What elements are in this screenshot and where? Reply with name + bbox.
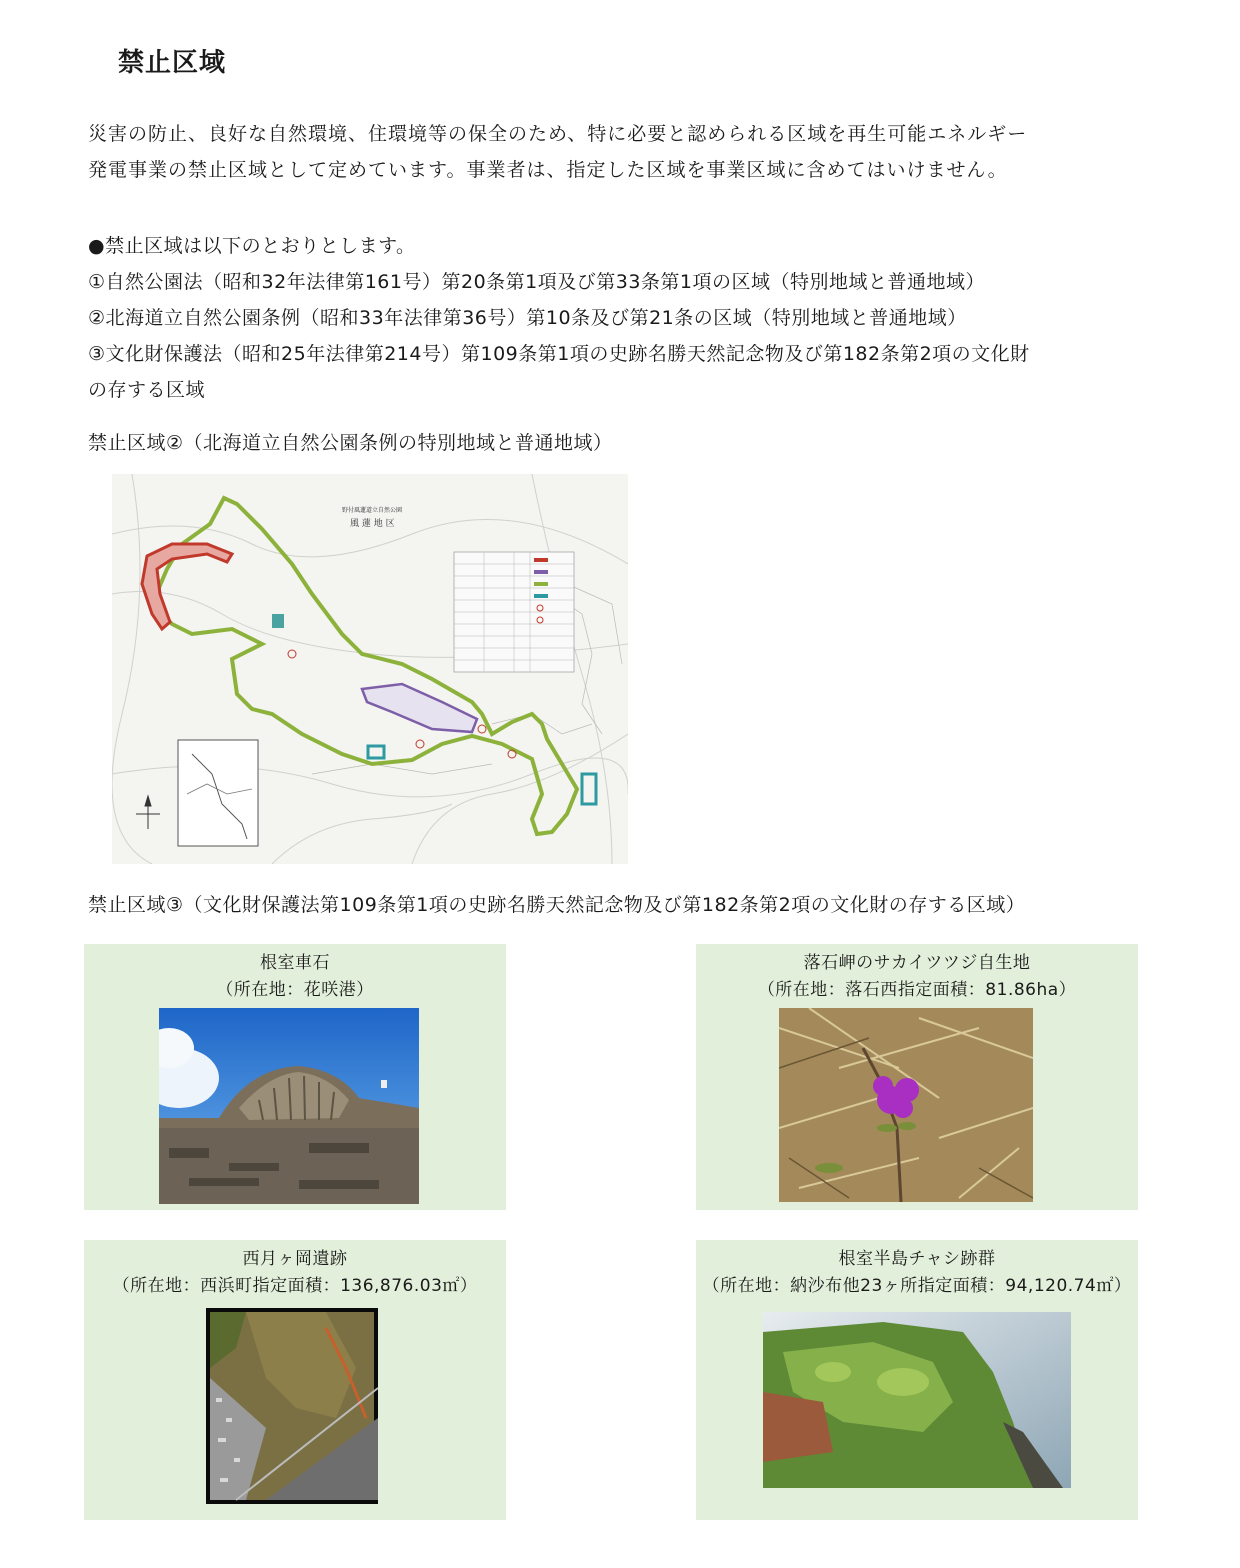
section-3-heading: 禁止区域③（文化財保護法第109条第1項の史跡名勝天然記念物及び第182条第2項の文化財の存する区域） [88, 894, 1026, 916]
list-item-3-cont: の存する区域 [88, 379, 206, 401]
card-location-address: （所在地：納沙布他23ヶ所 [702, 1276, 918, 1296]
photo-chashi-ruins [763, 1312, 1071, 1488]
cultural-property-card-2 [696, 944, 1138, 1210]
photo-sakai-tsutsuji [779, 1008, 1033, 1202]
card-location-area: 指定面積：81.86ha） [897, 980, 1077, 1000]
card-location [84, 1272, 506, 1300]
list-header: ●禁止区域は以下のとおりとします。 [88, 235, 416, 257]
card-title: 落石岬のサカイツツジ自生地 [803, 953, 1031, 973]
list-item-3: ③文化財保護法（昭和25年法律第214号）第109条第1項の史跡名勝天然記念物及び第182条第2項の文化財 [88, 343, 1030, 365]
park-area-map [112, 474, 628, 864]
card-location: （所在地：花咲港） [216, 980, 374, 1000]
map-title-1: 野付風蓮道立自然公園 [342, 507, 403, 514]
card-location [696, 976, 1138, 1004]
photo-nemuro-kurumaishi [159, 1008, 419, 1204]
card-location [696, 1272, 1138, 1300]
card-location-area: 指定面積：94,120.74㎡） [917, 1276, 1132, 1296]
card-title: 西月ヶ岡遺跡 [242, 1249, 348, 1269]
intro-line-1: 災害の防止、良好な自然環境、住環境等の保全のため、特に必要と認められる区域を再生可能エネルギー [88, 123, 1028, 145]
list-item-2: ②北海道立自然公園条例（昭和33年法律第36号）第10条及び第21条の区域（特別地域と普通地域） [88, 307, 967, 329]
intro-paragraph [88, 116, 1148, 188]
map-title-2: 風 蓮 地 区 [350, 519, 395, 529]
intro-line-2: 発電事業の禁止区域として定めています。事業者は、指定した区域を事業区域に含めてはいけません。 [88, 159, 1008, 181]
cultural-property-card-1 [84, 944, 506, 1210]
cultural-property-card-4 [696, 1240, 1138, 1520]
card-title: 根室車石 [260, 953, 330, 973]
list-item-1: ①自然公園法（昭和32年法律第161号）第20条第1項及び第33条第1項の区域（特別地域と普通地域） [88, 271, 986, 293]
cultural-property-card-3 [84, 1240, 506, 1520]
card-location-area: 指定面積：136,876.03㎡） [252, 1276, 478, 1296]
photo-nishitsukigaoka-ruins [206, 1308, 378, 1504]
page-title: 禁止区域 [118, 48, 227, 78]
map-legend [454, 552, 574, 672]
inset-map [178, 740, 258, 846]
teal-zone-1 [272, 614, 284, 628]
prohibited-area-list [88, 228, 1148, 408]
card-location-address: （所在地：西浜町 [112, 1276, 253, 1296]
card-location-address: （所在地：落石西 [757, 980, 898, 1000]
card-title: 根室半島チャシ跡群 [838, 1249, 996, 1269]
section-2-heading: 禁止区域②（北海道立自然公園条例の特別地域と普通地域） [88, 432, 613, 454]
